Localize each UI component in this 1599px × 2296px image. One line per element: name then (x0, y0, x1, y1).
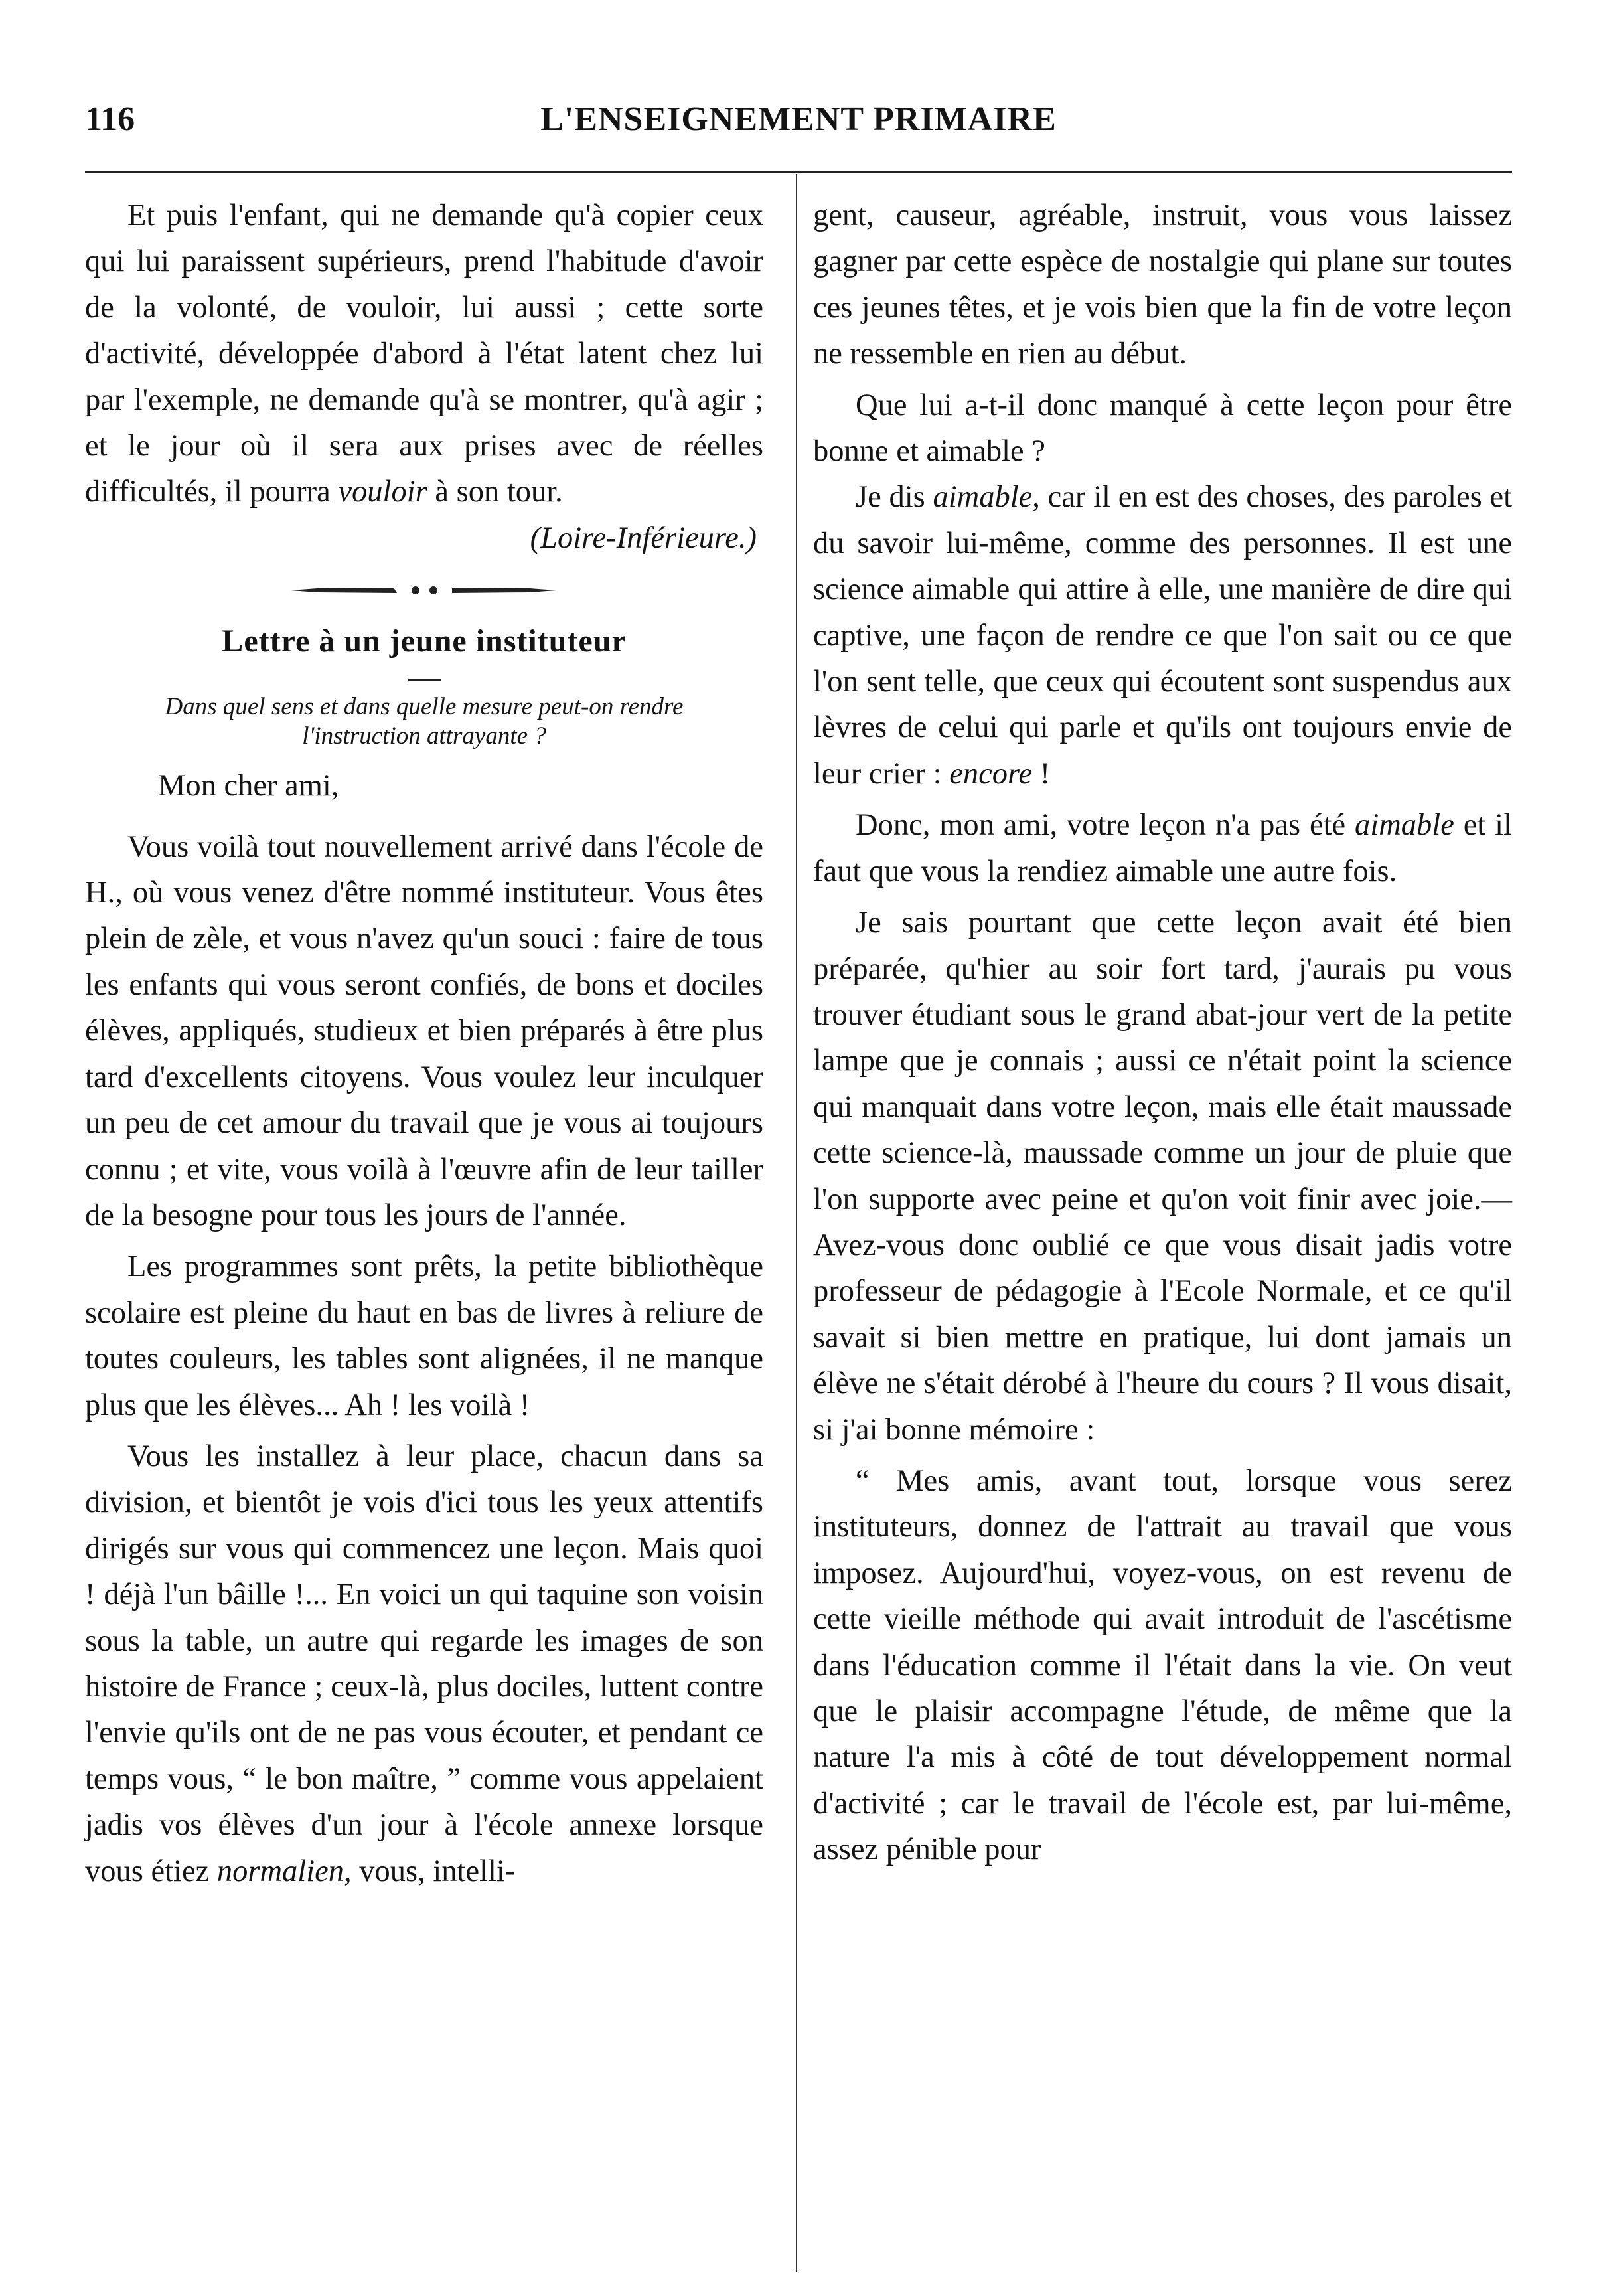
paragraph (85, 1434, 763, 1894)
paragraph-text-end: ! (1032, 756, 1051, 791)
paragraph-text-end: et il faut que vous la rendiez aimable une autre fois. (813, 808, 1512, 888)
paragraph: Vous voilà tout nouvellement arrivé dans l'école de H., où vous venez d'être nommé instituteur. Vous êtes plein de zèle, et vous n'avez qu'un souci : faire de tous les enfants qui vous seront confiés, de bons et dociles élèves, appliqués, studieux et bien préparés à être plus tard d'excellents citoyens. Vous voulez leur inculquer un peu de cet amour du travail que je vous ai toujours connu ; et vite, vous voilà à l'œuvre afin de leur tailler de la besogne pour tous les jours de l'année. (85, 829, 763, 1232)
ornament-rule-icon (291, 584, 556, 597)
paragraph-text: Je dis (856, 480, 933, 515)
article-title: Lettre à un jeune instituteur (222, 623, 627, 659)
paragraph-text: Vous les installez à leur place, chacun dans sa division, et bientôt je vois d'ici tous les yeux attentifs dirigés sur vous qui commencez une leçon. Mais quoi ! déjà l'un bâille !... En voici un qui taquine son voisin sous la table, un autre qui regarde les images de son histoire de France ; ceux-là, plus dociles, luttent contre l'envie qu'ils ont de ne pas vous écouter, et pendant ce temps vous, “ le bon maître, ” comme vous appelaient jadis vos élèves d'un jour à l'école annexe lorsque vous étiez (85, 1439, 763, 1888)
paragraph-text-end: , vous, intelli- (344, 1854, 516, 1888)
paragraph-text: Donc, mon ami, votre leçon n'a pas été (856, 808, 1355, 843)
continuation-paragraph: gent, causeur, agréable, instruit, vous vous laissez gagner par cette espèce de nostalgie qui plane sur toutes ces jeunes têtes, et je vois bien que la fin de votre leçon ne ressemble en rien au début. (813, 199, 1512, 371)
italic-word: aimable (1355, 808, 1454, 843)
intro-text: Et puis l'enfant, qui ne demande qu'à copier ceux qui lui paraissent supérieurs, prend l'habitude d'avoir de la volonté, de vouloir, lui aussi ; cette sorte d'activité, développée d'abord à l'état latent chez lui par l'exemple, ne demande qu'à se montrer, qu'à agir ; et le jour où il sera aux prises avec de réelles difficultés, il pourra (85, 199, 763, 509)
article-subtitle: Dans quel sens et dans quelle mesure peut-on rendre l'instruction attrayante ? (165, 693, 684, 750)
paragraph: Je sais pourtant que cette leçon avait été bien préparée, qu'hier au soir fort tard, j'aurais pu vous trouver étudiant sous le grand abat-jour vert de la petite lampe que je connais ; aussi ce n'était point la science qui manquait dans votre leçon, mais elle était maussade cette science-là, maussade comme un jour de pluie que l'on supporte avec peine et qu'on voit finir avec joie.—Avez-vous donc oublié ce que vous disait jadis votre professeur de pédagogie à l'Ecole Normale, et ce qu'il savait si bien mettre en pratique, lui dont jamais un élève ne s'était dérobé à l'heure du cours ? Il vous disait, si j'ai bonne mémoire : (813, 906, 1512, 1447)
right-column (813, 193, 1512, 1873)
paragraph-text: , car il en est des choses, des paroles et du savoir lui-même, comme des personnes. Il est une science aimable qui attire à elle, une manière de dire qui captive, une façon de rendre ce que l'on sait ou ce que l'on sent telle, que ceux qui écoutent sont suspendus aux lèvres de celui qui parle et qu'ils ont toujours envie de leur crier : (813, 480, 1513, 791)
quotation-paragraph: “ Mes amis, avant tout, lorsque vous serez instituteurs, donnez de l'attrait au travail que vous imposez. Aujourd'hui, voyez-vous, on est revenu de cette vieille méthode qui avait introduit de l'ascétisme dans l'éducation comme il l'était dans la vie. On veut que le plaisir accompagne l'étude, de même que la nature l'a mis à côté de tout développement normal d'activité ; car le travail de l'école est, par lui-même, assez pénible pour (813, 1463, 1512, 1867)
salutation: Mon cher ami, (158, 769, 339, 803)
paragraph (813, 802, 1512, 894)
italic-word: normalien (216, 1854, 344, 1888)
signature: (Loire-Inférieure.) (530, 521, 757, 555)
intro-italic-word: vouloir (338, 475, 427, 509)
section-ornament (85, 561, 763, 618)
page-number: 116 (85, 100, 135, 138)
question-paragraph: Que lui a-t-il donc manqué à cette leçon pour être bonne et aimable ? (813, 388, 1512, 469)
left-column (85, 193, 763, 1894)
header-rule (85, 171, 1512, 173)
paragraph: Les programmes sont prêts, la petite bibliothèque scolaire est pleine du haut en bas de livres à reliure de toutes couleurs, les tables sont alignées, il ne manque plus que les élèves... Ah ! les voilà ! (85, 1250, 763, 1422)
title-rule (408, 679, 441, 681)
italic-word: aimable (933, 480, 1033, 515)
intro-text-end: à son tour. (427, 475, 563, 509)
italic-word: encore (949, 756, 1033, 791)
paragraph (813, 474, 1512, 797)
page-header (85, 100, 1512, 146)
intro-paragraph (85, 193, 763, 515)
column-divider (796, 174, 797, 2272)
running-title: L'ENSEIGNEMENT PRIMAIRE (540, 100, 1057, 138)
